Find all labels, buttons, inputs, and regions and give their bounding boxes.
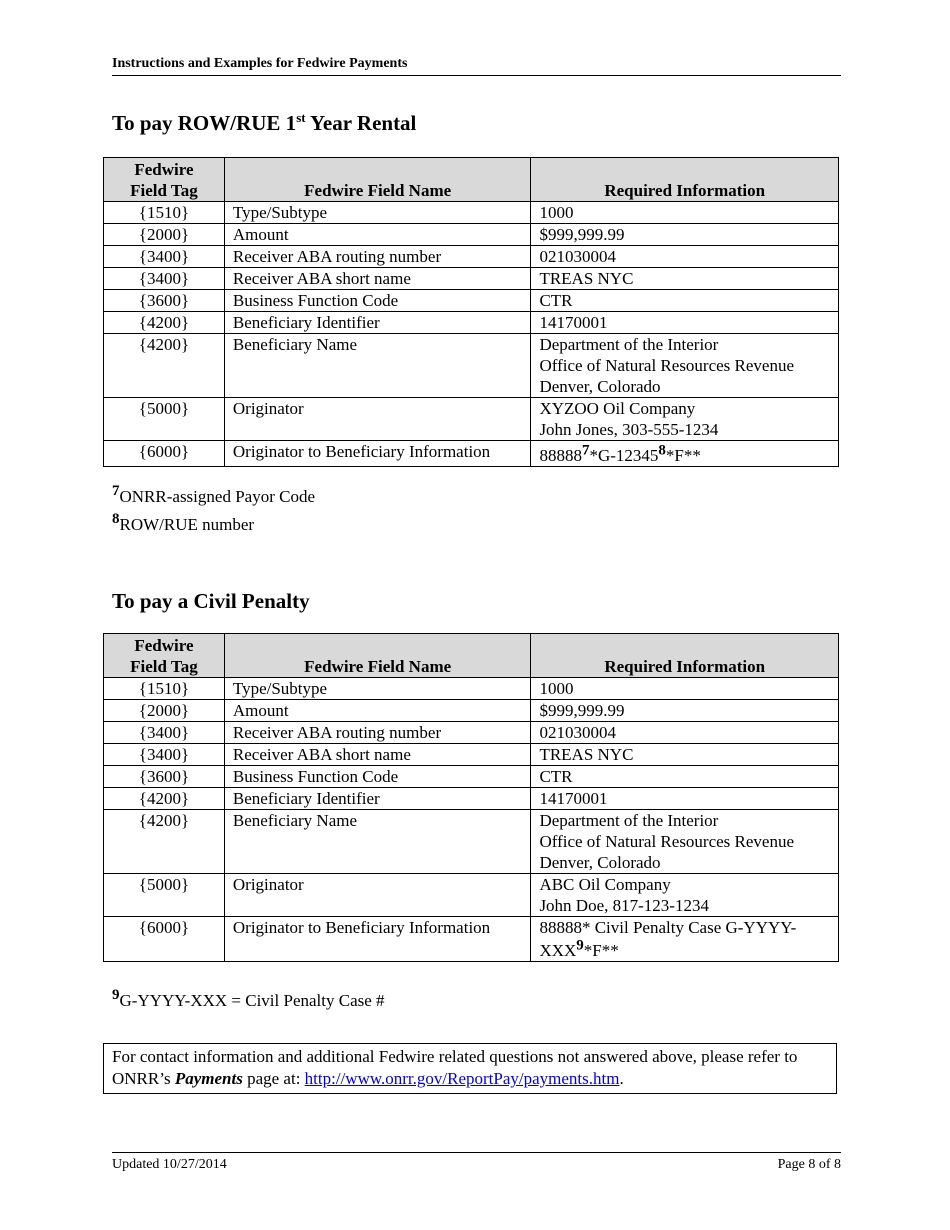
section-title-rest: Year Rental	[305, 111, 417, 135]
table-row	[104, 722, 839, 744]
info-line: 1000	[539, 203, 574, 222]
cell-field-tag: {6000}	[104, 917, 225, 962]
info-line: 88888* Civil Penalty Case G-YYYY-	[539, 918, 797, 937]
table-row	[104, 398, 839, 441]
info-line: XYZOO Oil Company	[539, 399, 696, 418]
page-number: Page 8 of 8	[777, 1157, 841, 1172]
table-row	[104, 441, 839, 467]
cell-field-name: Amount	[224, 224, 531, 246]
cell-field-name: Receiver ABA routing number	[224, 246, 531, 268]
info-line: Department of the Interior	[539, 335, 719, 354]
contact-text-3: .	[619, 1069, 624, 1088]
footnote-text: G-YYYY-XXX = Civil Penalty Case #	[119, 991, 385, 1010]
info-line: TREAS NYC	[539, 745, 634, 764]
table-row	[104, 268, 839, 290]
cell-field-name: Business Function Code	[224, 290, 531, 312]
header-required-info: Required Information	[531, 158, 839, 202]
cell-field-tag: {3400}	[104, 722, 225, 744]
cell-required-info	[531, 874, 839, 917]
info-line: CTR	[539, 767, 573, 786]
page-footer	[112, 1152, 841, 1173]
table-row	[104, 874, 839, 917]
info-line: 14170001	[539, 313, 608, 332]
info-line: $999,999.99	[539, 701, 625, 720]
footnote-ref-7: 7	[581, 442, 590, 459]
header-field-tag: Fedwire Field Tag	[104, 158, 225, 202]
table-row	[104, 334, 839, 398]
cell-field-tag: {3400}	[104, 268, 225, 290]
cell-field-tag: {1510}	[104, 202, 225, 224]
cell-required-info	[531, 441, 839, 467]
contact-text-2: page at:	[242, 1069, 305, 1088]
payor-code-text: 88888	[539, 446, 582, 465]
case-suffix-text: XXX	[539, 941, 577, 960]
cell-required-info	[531, 202, 839, 224]
cell-field-tag: {5000}	[104, 874, 225, 917]
cell-field-tag: {1510}	[104, 678, 225, 700]
table-header-row	[104, 158, 839, 202]
info-line: 1000	[539, 679, 574, 698]
cell-field-name: Originator	[224, 398, 531, 441]
cell-field-tag: {4200}	[104, 788, 225, 810]
info-line: 021030004	[539, 247, 616, 266]
cell-required-info	[531, 398, 839, 441]
row-rue-text: *G-12345	[589, 446, 659, 465]
info-line: Office of Natural Resources Revenue	[539, 832, 795, 851]
updated-date: Updated 10/27/2014	[112, 1157, 227, 1172]
info-line: Office of Natural Resources Revenue	[539, 356, 795, 375]
cell-required-info	[531, 678, 839, 700]
cell-required-info	[531, 917, 839, 962]
table-row	[104, 744, 839, 766]
footnote-text: ONRR-assigned Payor Code	[119, 487, 315, 506]
cell-required-info	[531, 312, 839, 334]
table-header-row	[104, 634, 839, 678]
table-row	[104, 202, 839, 224]
cell-field-name: Receiver ABA short name	[224, 744, 531, 766]
cell-field-tag: {2000}	[104, 700, 225, 722]
info-line: TREAS NYC	[539, 269, 634, 288]
row-rue-fedwire-table	[103, 157, 839, 467]
section-title-row-rue	[112, 110, 416, 136]
cell-required-info	[531, 810, 839, 874]
info-line: CTR	[539, 291, 573, 310]
cell-field-name: Receiver ABA routing number	[224, 722, 531, 744]
section-title-civil-penalty: To pay a Civil Penalty	[112, 589, 310, 613]
cell-required-info	[531, 334, 839, 398]
table-row	[104, 766, 839, 788]
cell-required-info	[531, 744, 839, 766]
header-field-name: Fedwire Field Name	[224, 634, 531, 678]
payments-page-link[interactable]: http://www.onrr.gov/ReportPay/payments.htm	[304, 1069, 620, 1088]
cell-field-tag: {3600}	[104, 290, 225, 312]
info-line: $999,999.99	[539, 225, 625, 244]
cell-required-info	[531, 722, 839, 744]
info-line: Department of the Interior	[539, 811, 719, 830]
header-required-info: Required Information	[531, 634, 839, 678]
cell-field-tag: {3600}	[104, 766, 225, 788]
section-title-sup: st	[296, 110, 306, 125]
cell-required-info	[531, 224, 839, 246]
cell-field-name: Type/Subtype	[224, 202, 531, 224]
suffix-text: *F**	[583, 941, 619, 960]
contact-text: For contact information and additional Fedwire related questions not answered above, please refer to ONRR’s	[112, 1047, 798, 1088]
info-line: Denver, Colorado	[539, 377, 661, 396]
info-line	[539, 938, 830, 961]
table-row	[104, 678, 839, 700]
footnote-7	[112, 483, 315, 507]
payments-emphasis: Payments	[174, 1069, 243, 1088]
footnote-number: 9	[112, 987, 120, 1003]
cell-required-info	[531, 766, 839, 788]
civil-penalty-fedwire-table	[103, 633, 839, 962]
cell-field-tag: {3400}	[104, 246, 225, 268]
page-header: Instructions and Examples for Fedwire Payments	[112, 56, 841, 76]
cell-field-name: Beneficiary Identifier	[224, 788, 531, 810]
cell-field-name: Amount	[224, 700, 531, 722]
cell-field-name: Type/Subtype	[224, 678, 531, 700]
cell-field-tag: {4200}	[104, 334, 225, 398]
cell-field-name: Beneficiary Name	[224, 334, 531, 398]
contact-info-box	[103, 1043, 837, 1094]
cell-field-tag: {4200}	[104, 810, 225, 874]
footnote-8	[112, 511, 255, 535]
table-row	[104, 290, 839, 312]
cell-required-info	[531, 290, 839, 312]
cell-field-name: Business Function Code	[224, 766, 531, 788]
table-row	[104, 246, 839, 268]
cell-field-name: Beneficiary Name	[224, 810, 531, 874]
cell-field-tag: {6000}	[104, 441, 225, 467]
info-line: Denver, Colorado	[539, 853, 661, 872]
cell-field-name: Originator to Beneficiary Information	[224, 441, 531, 467]
table-row	[104, 810, 839, 874]
cell-field-name: Receiver ABA short name	[224, 268, 531, 290]
footnote-9	[112, 987, 385, 1011]
table-row	[104, 700, 839, 722]
cell-field-tag: {3400}	[104, 744, 225, 766]
cell-required-info	[531, 268, 839, 290]
footnote-ref-8: 8	[658, 442, 666, 459]
cell-field-name: Originator to Beneficiary Information	[224, 917, 531, 962]
table-row	[104, 788, 839, 810]
table-row	[104, 312, 839, 334]
suffix-text: *F**	[665, 446, 701, 465]
cell-field-name: Beneficiary Identifier	[224, 312, 531, 334]
header-field-tag: Fedwire Field Tag	[104, 634, 225, 678]
cell-required-info	[531, 788, 839, 810]
info-line: ABC Oil Company	[539, 875, 671, 894]
footnote-number: 7	[112, 483, 120, 499]
table-row	[104, 917, 839, 962]
table-row	[104, 224, 839, 246]
info-line: 021030004	[539, 723, 616, 742]
footnote-text: ROW/RUE number	[119, 515, 255, 534]
footnote-ref-9: 9	[576, 937, 584, 954]
info-line: 14170001	[539, 789, 608, 808]
cell-field-tag: {4200}	[104, 312, 225, 334]
header-field-name: Fedwire Field Name	[224, 158, 531, 202]
section-title-main: To pay ROW/RUE 1	[112, 111, 297, 135]
cell-required-info	[531, 700, 839, 722]
cell-required-info	[531, 246, 839, 268]
info-line: John Doe, 817-123-1234	[539, 896, 709, 915]
footnote-number: 8	[112, 511, 120, 527]
cell-field-name: Originator	[224, 874, 531, 917]
cell-field-tag: {5000}	[104, 398, 225, 441]
cell-field-tag: {2000}	[104, 224, 225, 246]
info-line: John Jones, 303-555-1234	[539, 420, 719, 439]
